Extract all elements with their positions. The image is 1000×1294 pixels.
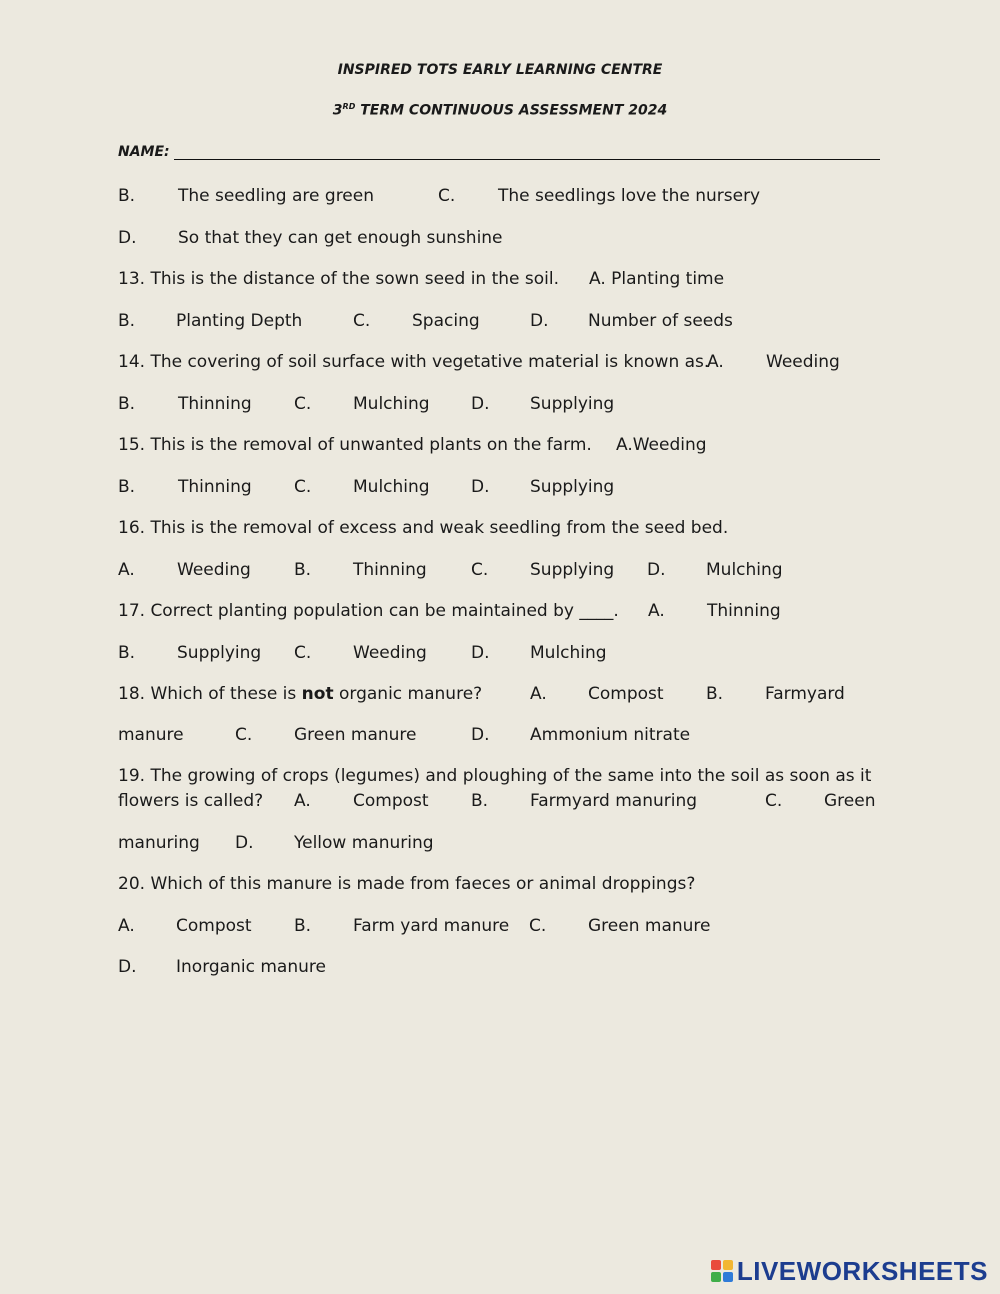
- q20-option-a[interactable]: Compost: [176, 916, 252, 936]
- q19-option-b[interactable]: Farmyard manuring: [530, 791, 698, 811]
- logo-blocks-icon: [711, 1260, 733, 1282]
- q20-option-b[interactable]: Farm yard manure: [353, 916, 510, 936]
- q18-question: 18. Which of these is not organic manure?: [118, 684, 483, 704]
- q19-option-c[interactable]: Green: [824, 791, 876, 811]
- q16-question: 16. This is the removal of excess and weak seedling from the seed bed.: [118, 518, 729, 538]
- liveworksheets-logo[interactable]: [711, 1254, 988, 1288]
- q15-option-c[interactable]: Mulching: [353, 477, 430, 497]
- q15-option-a[interactable]: A.Weeding: [616, 435, 707, 455]
- q12-option-b[interactable]: The seedling are green: [178, 186, 374, 206]
- q19-question-line2: flowers is called?: [118, 791, 264, 811]
- q15-option-b[interactable]: Thinning: [178, 477, 252, 497]
- assessment-title: 3RD TERM CONTINUOUS ASSESSMENT 2024: [332, 102, 668, 119]
- name-label: NAME:: [118, 144, 170, 160]
- q13-option-a[interactable]: A. Planting time: [589, 269, 725, 289]
- school-title: INSPIRED TOTS EARLY LEARNING CENTRE: [337, 62, 663, 78]
- q18-option-b[interactable]: Farmyard: [765, 684, 845, 704]
- q17-option-c[interactable]: Weeding: [353, 643, 427, 663]
- q20-option-c[interactable]: Green manure: [588, 916, 711, 936]
- q14-option-d[interactable]: Supplying: [530, 394, 615, 414]
- q16-option-b[interactable]: Thinning: [353, 560, 427, 580]
- q16-option-a[interactable]: Weeding: [177, 560, 251, 580]
- q17-question: 17. Correct planting population can be maintained by ____.: [118, 601, 619, 621]
- q14-option-a[interactable]: Weeding: [766, 352, 840, 372]
- q12-option-d[interactable]: So that they can get enough sunshine: [178, 228, 503, 248]
- q17-option-b[interactable]: Supplying: [177, 643, 262, 663]
- q14-question: 14. The covering of soil surface with vegetative material is known as.: [118, 352, 710, 372]
- q13-option-d[interactable]: Number of seeds: [588, 311, 733, 331]
- q18-option-c[interactable]: Green manure: [294, 725, 417, 745]
- q14-option-b[interactable]: Thinning: [178, 394, 252, 414]
- q19-option-c-cont[interactable]: manuring: [118, 833, 200, 853]
- q18-option-d[interactable]: Ammonium nitrate: [530, 725, 691, 745]
- q17-option-d[interactable]: Mulching: [530, 643, 607, 663]
- q13-option-b[interactable]: Planting Depth: [176, 311, 303, 331]
- q20-option-d[interactable]: Inorganic manure: [176, 957, 326, 977]
- q19-question-line1: 19. The growing of crops (legumes) and ploughing of the same into the soil as soon as it: [118, 766, 872, 786]
- q20-question: 20. Which of this manure is made from faeces or animal droppings?: [118, 874, 696, 894]
- q18-option-b-cont[interactable]: manure: [118, 725, 184, 745]
- q15-question: 15. This is the removal of unwanted plants on the farm.: [118, 435, 592, 455]
- name-blank-line[interactable]: [174, 145, 880, 160]
- q17-blank[interactable]: ____: [579, 601, 614, 621]
- logo-text: LIVEWORKSHEETS: [736, 1255, 988, 1286]
- q16-option-d[interactable]: Mulching: [706, 560, 783, 580]
- name-field[interactable]: [118, 144, 880, 160]
- q16-option-c[interactable]: Supplying: [530, 560, 615, 580]
- q14-option-c[interactable]: Mulching: [353, 394, 430, 414]
- q15-option-d[interactable]: Supplying: [530, 477, 615, 497]
- q19-option-d[interactable]: Yellow manuring: [294, 833, 434, 853]
- q12-option-c[interactable]: The seedlings love the nursery: [498, 186, 761, 206]
- q17-option-a[interactable]: Thinning: [707, 601, 781, 621]
- q19-option-a[interactable]: Compost: [353, 791, 429, 811]
- q13-question: 13. This is the distance of the sown seed in the soil.: [118, 269, 560, 289]
- q18-option-a[interactable]: Compost: [588, 684, 664, 704]
- q13-option-c[interactable]: Spacing: [412, 311, 480, 331]
